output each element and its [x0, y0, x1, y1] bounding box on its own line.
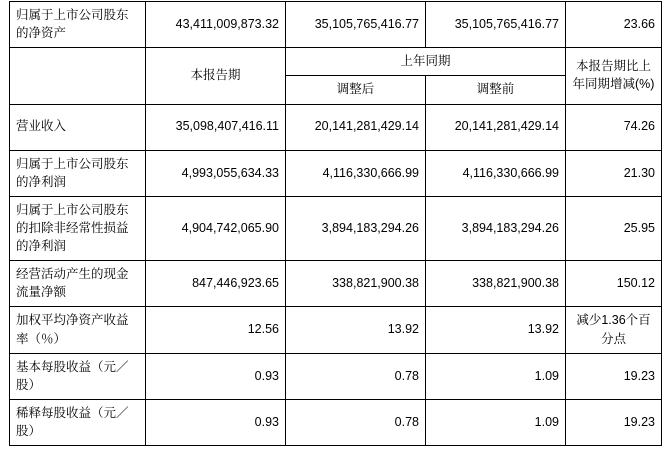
table-row	[10, 2, 662, 48]
cell-prior-before: 1.09	[426, 399, 566, 445]
financial-summary-table	[9, 1, 662, 446]
cell-prior-adjusted: 4,116,330,666.99	[286, 150, 426, 196]
header-change-pct: 本报告期比上年同期增减(%)	[566, 48, 662, 104]
table-header-row-1	[10, 48, 662, 76]
cell-change-pct: 74.26	[566, 104, 662, 150]
table-row	[10, 399, 662, 445]
row-label: 归属于上市公司股东的净利润	[10, 150, 146, 196]
header-blank-cell	[10, 48, 146, 104]
table-row	[10, 307, 662, 353]
cell-prior-adjusted: 35,105,765,416.77	[286, 2, 426, 48]
cell-current: 12.56	[146, 307, 286, 353]
cell-change-pct: 25.95	[566, 196, 662, 260]
row-label: 营业收入	[10, 104, 146, 150]
cell-prior-before: 13.92	[426, 307, 566, 353]
header-prior-period: 上年同期	[286, 48, 566, 76]
cell-prior-adjusted: 13.92	[286, 307, 426, 353]
row-label: 加权平均净资产收益率（％）	[10, 307, 146, 353]
cell-current: 0.93	[146, 399, 286, 445]
table-row	[10, 353, 662, 399]
cell-prior-before: 35,105,765,416.77	[426, 2, 566, 48]
header-current-period: 本报告期	[146, 48, 286, 104]
header-prior-before: 调整前	[426, 76, 566, 104]
cell-change-pct: 23.66	[566, 2, 662, 48]
cell-prior-adjusted: 0.78	[286, 353, 426, 399]
cell-prior-before: 4,116,330,666.99	[426, 150, 566, 196]
cell-change-pct: 减少1.36个百分点	[566, 307, 662, 353]
row-label: 归属于上市公司股东的扣除非经常性损益的净利润	[10, 196, 146, 260]
header-prior-adjusted: 调整后	[286, 76, 426, 104]
cell-change-pct: 21.30	[566, 150, 662, 196]
cell-prior-adjusted: 3,894,183,294.26	[286, 196, 426, 260]
row-label: 基本每股收益（元／股）	[10, 353, 146, 399]
cell-current: 43,411,009,873.32	[146, 2, 286, 48]
financial-report-sheet	[0, 1, 671, 453]
table-row	[10, 261, 662, 307]
table-row	[10, 104, 662, 150]
table-row	[10, 150, 662, 196]
cell-prior-before: 3,894,183,294.26	[426, 196, 566, 260]
cell-prior-adjusted: 0.78	[286, 399, 426, 445]
cell-change-pct: 150.12	[566, 261, 662, 307]
cell-current: 4,993,055,634.33	[146, 150, 286, 196]
cell-prior-adjusted: 20,141,281,429.14	[286, 104, 426, 150]
cell-current: 35,098,407,416.11	[146, 104, 286, 150]
row-label: 稀释每股收益（元／股）	[10, 399, 146, 445]
cell-prior-before: 1.09	[426, 353, 566, 399]
cell-prior-adjusted: 338,821,900.38	[286, 261, 426, 307]
cell-prior-before: 338,821,900.38	[426, 261, 566, 307]
cell-change-pct: 19.23	[566, 399, 662, 445]
cell-change-pct: 19.23	[566, 353, 662, 399]
table-row	[10, 196, 662, 260]
row-label: 归属于上市公司股东的净资产	[10, 2, 146, 48]
cell-prior-before: 20,141,281,429.14	[426, 104, 566, 150]
cell-current: 0.93	[146, 353, 286, 399]
cell-current: 847,446,923.65	[146, 261, 286, 307]
cell-current: 4,904,742,065.90	[146, 196, 286, 260]
row-label: 经营活动产生的现金流量净额	[10, 261, 146, 307]
